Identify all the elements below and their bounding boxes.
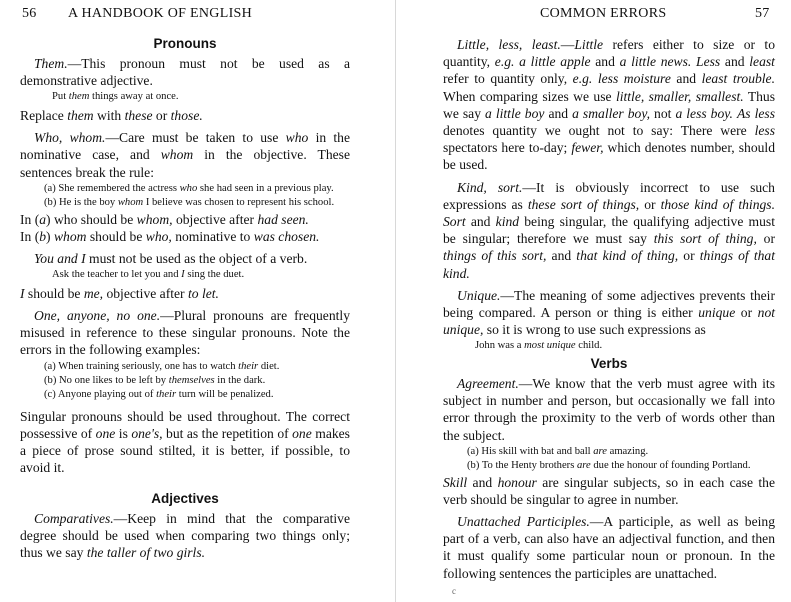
- example-agree-a: (a) His skill with bat and ball are amazing.: [467, 445, 649, 457]
- para-in-a: In (a) who should be whom, objective after had seen.: [20, 211, 309, 227]
- para-one-anyone: One, anyone, no one.—Plural pronouns are frequently misused in reference to these singular pronouns. Note the errors in the following examples:: [20, 308, 350, 358]
- para-you-and-i: You and I must not be used as the object of a verb.: [34, 251, 308, 267]
- heading-verbs: Verbs: [590, 356, 628, 372]
- para-singular: Singular pronouns should be used throughout. The correct possessive of one is one's, but as the repetition of one makes a piece of prose sound stilted, it is better, if possible, to avoid it.: [20, 408, 350, 476]
- para-skill-honour: Skill and honour are singular subjects, so in each case the verb should be singular to agree in number.: [443, 474, 775, 507]
- left-page-number: 56: [22, 6, 37, 21]
- left-running-title: A HANDBOOK OF ENGLISH: [68, 6, 253, 21]
- example-ask-teacher: Ask the teacher to let you and I sing the duet.: [52, 269, 245, 281]
- left-running-header: [0, 6, 391, 24]
- para-agreement: Agreement.—We know that the verb must agree with its subject in number and person, but occasionally we fall into error through the proximity to the verb of words other than the subject.: [443, 376, 775, 443]
- para-i-should: I should be me, objective after to let.: [20, 285, 219, 301]
- example-one-a: (a) When training seriously, one has to watch their diet.: [44, 360, 280, 372]
- right-running-header: [400, 6, 791, 24]
- left-column: [20, 34, 350, 561]
- para-little-less-least: Little, less, least.—Little refers either to size or to quantity, e.g. a little apple and a little news. Less and least refer to quantity only, e.g. less moisture and least trouble. When comparing sizes we use little, smaller, smallest. Thus we say a little boy and a smaller boy, not a less boy. As less denotes quantity we ought not to say: There were less spectators here to-day; fewer, which denotes number, should be used.: [443, 37, 776, 173]
- para-who-whom: Who, whom.—Care must be taken to use who in the nominative case, and whom in the objective. These sentences break the rule:: [20, 130, 351, 180]
- para-in-b: In (b) whom should be who, nominative to was chosen.: [20, 228, 320, 244]
- para-replace: Replace them with these or those.: [20, 108, 203, 123]
- right-running-title: COMMON ERRORS: [540, 6, 667, 21]
- para-unique: Unique.—The meaning of some adjectives prevents their being compared. A person or thing is either unique or not unique, so it is wrong to use such expressions as: [443, 287, 776, 338]
- right-page: [400, 0, 791, 602]
- right-page-number: 57: [755, 6, 770, 21]
- bottom-mark: c: [452, 586, 456, 596]
- heading-adjectives: Adjectives: [151, 490, 219, 506]
- para-unattached-participles: Unattached Participles.—A participle, as well as being part of a verb, can also have an adjectival function, and then it must qualify some particular noun or pronoun. In the following sentences the participles are unattached.: [443, 514, 775, 581]
- example-who-b: (b) He is the boy whom I believe was chosen to represent his school.: [44, 197, 335, 209]
- example-one-b: (b) No one likes to be left by themselves in the dark.: [44, 375, 266, 387]
- para-comparatives: Comparatives.—Keep in mind that the comparative degree should be used when comparing two things only; thus we say the taller of two girls.: [20, 510, 350, 561]
- para-them: Them.—This pronoun must not be used as a demonstrative adjective.: [20, 56, 350, 89]
- page-gutter: [395, 0, 396, 602]
- example-one-c: (c) Anyone playing out of their turn will be penalized.: [44, 389, 274, 401]
- example-put-them: Put them things away at once.: [52, 91, 179, 103]
- example-who-a: (a) She remembered the actress who she had seen in a previous play.: [44, 182, 334, 194]
- example-john: John was a most unique child.: [475, 340, 603, 352]
- left-page: [0, 0, 391, 602]
- example-agree-b: (b) To the Henty brothers are due the honour of founding Portland.: [467, 460, 751, 472]
- heading-pronouns: Pronouns: [153, 36, 217, 51]
- para-kind-sort: Kind, sort.—It is obviously incorrect to use such expressions as these sort of things, or those kind of things. Sort and kind being singular, the qualifying adjective must be singular; therefore we must say this sort of thing, or things of this sort, and that kind of thing, or things of that kind.: [443, 179, 775, 281]
- right-column: [443, 36, 775, 582]
